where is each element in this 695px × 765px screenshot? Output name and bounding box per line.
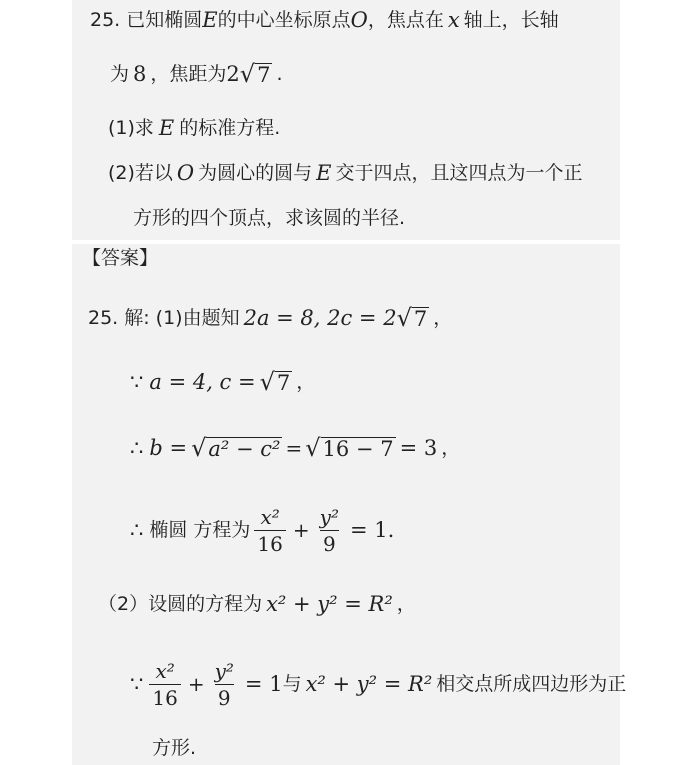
math-expression: a = 4, c = (149, 370, 256, 394)
solution-step-3 (130, 436, 460, 460)
sqrt-expression: √ 7 (259, 368, 291, 396)
solution-text: 与 (282, 673, 302, 695)
solution-text: (1)由题知 (155, 307, 240, 329)
solution-label: 25. 解: (88, 307, 150, 329)
fraction: $\frac{\text{y²}}{9}$ (319, 504, 339, 556)
solution-text: ， (396, 593, 416, 615)
solution-step-6 (130, 654, 626, 714)
solution-text: （2）设圆的方程为 (98, 593, 263, 615)
problem-number: 25. (90, 9, 121, 31)
problem-text: 交于四点，且这四点为一个正 (335, 162, 583, 184)
question-2-cont (133, 206, 405, 230)
problem-text: 为圆心的圆与 (198, 162, 313, 184)
math-number: 8 (133, 62, 147, 86)
math-number: 2 (226, 62, 240, 86)
math-operator: + (292, 518, 310, 542)
problem-text: 已知椭圆 (126, 9, 203, 31)
math-expression: b = (149, 436, 188, 460)
math-expression: = 3 (399, 436, 438, 460)
solution-step-1 (88, 306, 452, 330)
math-expression: = 1. (349, 518, 395, 542)
therefore-symbol: ∴ (130, 436, 144, 460)
math-expression: x² + y² = R² (266, 592, 393, 616)
problem-text: (1)求 (108, 117, 154, 139)
sqrt-expression: √ 16 − 7 (305, 434, 394, 462)
problem-text: ，焦点在 (367, 9, 444, 31)
solution-text: ， (296, 371, 316, 393)
math-operator: + (187, 672, 205, 696)
problem-text: 的中心坐标原点 (217, 9, 351, 31)
answer-header: 【答案】 (82, 247, 159, 269)
because-symbol: ∵ (130, 672, 144, 696)
fraction: $\frac{\text{y²}}{9}$ (214, 658, 234, 710)
math-expression: = 1 (244, 672, 283, 696)
problem-text: 的标准方程. (179, 117, 281, 139)
sqrt-expression: √ 7 (396, 304, 428, 332)
because-symbol: ∵ (130, 370, 144, 394)
problem-line-2 (110, 62, 283, 86)
math-var: E (158, 116, 175, 140)
problem-text: 为 (110, 63, 130, 85)
solution-text: ， (441, 437, 461, 459)
solution-text: 相交点所成四边形为正 (436, 673, 627, 695)
solution-text: 方形. (152, 737, 197, 759)
problem-text: 轴上，长轴 (463, 9, 559, 31)
problem-line-1 (90, 8, 559, 32)
solution-step-5 (98, 592, 416, 616)
fraction: $\frac{\text{x²}}{16}$ (254, 504, 285, 557)
question-2 (108, 161, 583, 185)
math-operator: = (285, 436, 303, 460)
math-var: E (202, 8, 218, 32)
math-var: O (176, 161, 195, 185)
solution-step-2 (130, 370, 315, 394)
problem-text: . (276, 63, 283, 85)
math-var: x (447, 8, 460, 32)
solution-step-4 (130, 500, 394, 560)
sqrt-expression: √ a² − c² (191, 434, 281, 462)
solution-text: ， (433, 307, 453, 329)
problem-text: ，焦距为 (150, 63, 227, 85)
math-var: O (350, 8, 368, 32)
math-expression: 2a = 8, 2c = 2 (243, 306, 397, 330)
math-expression: x² + y² = R² (305, 672, 433, 696)
solution-text: 椭圆 方程为 (149, 519, 251, 541)
therefore-symbol: ∴ (130, 518, 144, 542)
problem-text: 方形的四个顶点，求该圆的半径. (133, 207, 406, 229)
problem-text: (2)若以 (108, 162, 173, 184)
sqrt-expression: √ 7 (239, 60, 271, 88)
question-1 (108, 116, 280, 140)
math-var: E (316, 161, 332, 185)
solution-step-7 (152, 736, 196, 760)
fraction: $\frac{\text{x²}}{16}$ (149, 658, 180, 711)
